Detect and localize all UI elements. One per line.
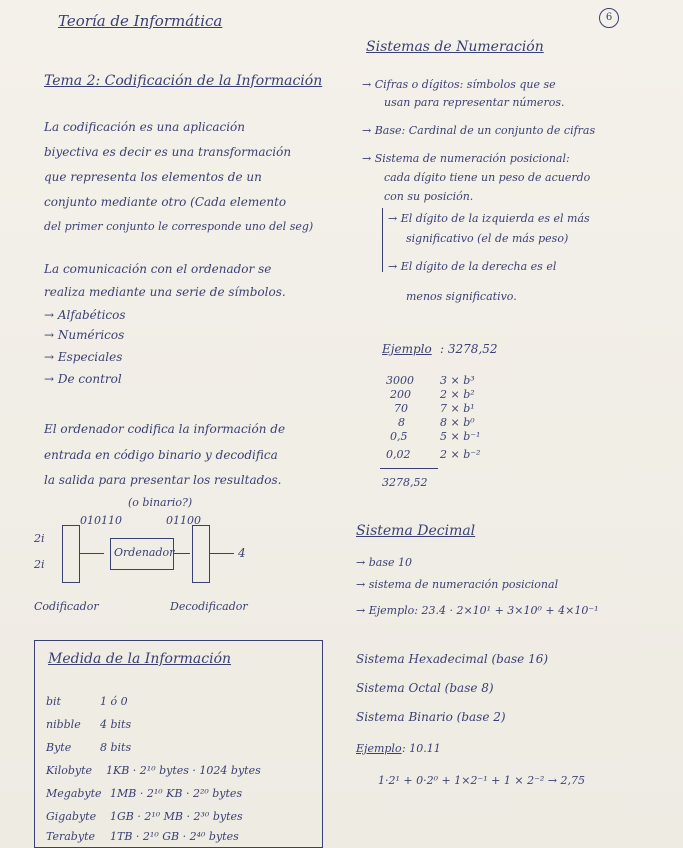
connector-line	[174, 553, 190, 554]
sum-line	[380, 468, 438, 469]
list-item: → Numéricos	[44, 328, 124, 342]
decimal-item: → Ejemplo: 23.4 · 2×10¹ + 3×10⁰ + 4×10⁻¹	[356, 604, 599, 618]
decoder-label: Decodificador	[170, 600, 248, 613]
note-line: significativo (el de más peso)	[406, 232, 569, 245]
unit-name: Megabyte	[46, 787, 102, 800]
note-line: → El dígito de la derecha es el	[388, 260, 556, 274]
connector-line	[210, 553, 234, 554]
numeration-heading: Sistemas de Numeración	[366, 39, 544, 55]
note-line: menos significativo.	[406, 290, 517, 303]
decomp-total: 3278,52	[382, 476, 428, 489]
unit-name: nibble	[46, 718, 81, 731]
measure-title: Medida de la Información	[48, 651, 232, 667]
output-value: 4	[238, 546, 246, 560]
text-line: El ordenador codifica la información de	[44, 422, 286, 436]
example-label: Ejemplo	[382, 342, 432, 356]
unit-value: 1GB · 2¹⁰ MB · 2³⁰ bytes	[110, 810, 243, 823]
decomp-term: 0,5	[390, 430, 408, 443]
unit-value: 1MB · 2¹⁰ KB · 2²⁰ bytes	[110, 787, 243, 800]
octal-system: Sistema Octal (base 8)	[356, 681, 494, 695]
decomp-power: 7 × b¹	[440, 402, 475, 415]
binary-calculation: 1·2¹ + 0·2⁰ + 1×2⁻¹ + 1 × 2⁻² → 2,75	[378, 774, 585, 787]
diagram-note: (o binario?)	[128, 496, 193, 509]
hex-system: Sistema Hexadecimal (base 16)	[356, 652, 549, 666]
definition-line: → Cifras o dígitos: símbolos que se	[362, 78, 556, 92]
input-a: 2i	[34, 532, 45, 545]
text-line: la salida para presentar los resultados.	[44, 473, 282, 487]
decomp-power: 8 × b⁰	[440, 416, 475, 429]
decomp-term: 8	[398, 416, 405, 429]
decimal-item: → base 10	[356, 556, 412, 570]
decomp-term: 70	[394, 402, 408, 415]
unit-value: 1 ó 0	[100, 695, 128, 708]
decomp-power: 5 × b⁻¹	[440, 430, 481, 443]
note-line: → El dígito de la izquierda es el más	[388, 212, 590, 226]
bracket-line	[382, 208, 383, 272]
unit-name: Byte	[46, 741, 72, 754]
decomp-term: 200	[390, 388, 411, 401]
unit-value: 4 bits	[100, 718, 132, 731]
unit-value: 8 bits	[100, 741, 132, 754]
decomp-power: 2 × b⁻²	[440, 448, 481, 461]
text-line: conjunto mediante otro (Cada elemento	[44, 195, 287, 209]
definition-line: → Base: Cardinal de un conjunto de cifras	[362, 124, 595, 138]
text-line: La codificación es una aplicación	[44, 120, 246, 134]
definition-line: cada dígito tiene un peso de acuerdo	[384, 171, 591, 184]
binary-example-label: Ejemplo	[356, 742, 402, 755]
text-line: biyectiva es decir es una transformación	[44, 145, 292, 159]
page-number: 6	[599, 8, 619, 28]
text-line: La comunicación con el ordenador se	[44, 262, 272, 276]
encoder-label: Codificador	[34, 600, 99, 613]
decoder-box	[192, 525, 210, 583]
decimal-heading: Sistema Decimal	[356, 523, 476, 539]
text-line: realiza mediante una serie de símbolos.	[44, 285, 286, 299]
unit-name: bit	[46, 695, 61, 708]
definition-line: con su posición.	[384, 190, 474, 203]
unit-name: Kilobyte	[46, 764, 93, 777]
encoder-box	[62, 525, 80, 583]
decimal-item: → sistema de numeración posicional	[356, 578, 558, 592]
decomp-term: 3000	[386, 374, 414, 387]
bits-out: 01100	[166, 514, 201, 527]
text-line: entrada en código binario y decodifica	[44, 448, 278, 462]
computer-label: Ordenador	[114, 546, 175, 559]
example-value: : 3278,52	[440, 342, 498, 356]
unit-name: Gigabyte	[46, 810, 97, 823]
list-item: → Especiales	[44, 350, 122, 364]
page-title: Teoría de Informática	[58, 12, 223, 30]
topic-heading: Tema 2: Codificación de la Información	[44, 73, 323, 89]
bits-in: 010110	[80, 514, 122, 527]
decomp-power: 3 × b³	[440, 374, 475, 387]
binary-system: Sistema Binario (base 2)	[356, 710, 506, 724]
unit-value: 1KB · 2¹⁰ bytes · 1024 bytes	[106, 764, 261, 777]
list-item: → De control	[44, 372, 122, 386]
binary-example-value: : 10.11	[402, 742, 441, 755]
definition-line: → Sistema de numeración posicional:	[362, 152, 570, 166]
text-line: del primer conjunto le corresponde uno del seg)	[44, 220, 314, 233]
list-item: → Alfabéticos	[44, 308, 126, 322]
unit-value: 1TB · 2¹⁰ GB · 2⁴⁰ bytes	[110, 830, 239, 843]
input-b: 2i	[34, 558, 45, 571]
definition-line: usan para representar números.	[384, 96, 565, 109]
text-line: que representa los elementos de un	[44, 170, 262, 184]
connector-line	[80, 553, 104, 554]
unit-name: Terabyte	[46, 830, 95, 843]
decomp-power: 2 × b²	[440, 388, 475, 401]
decomp-term: 0,02	[386, 448, 411, 461]
